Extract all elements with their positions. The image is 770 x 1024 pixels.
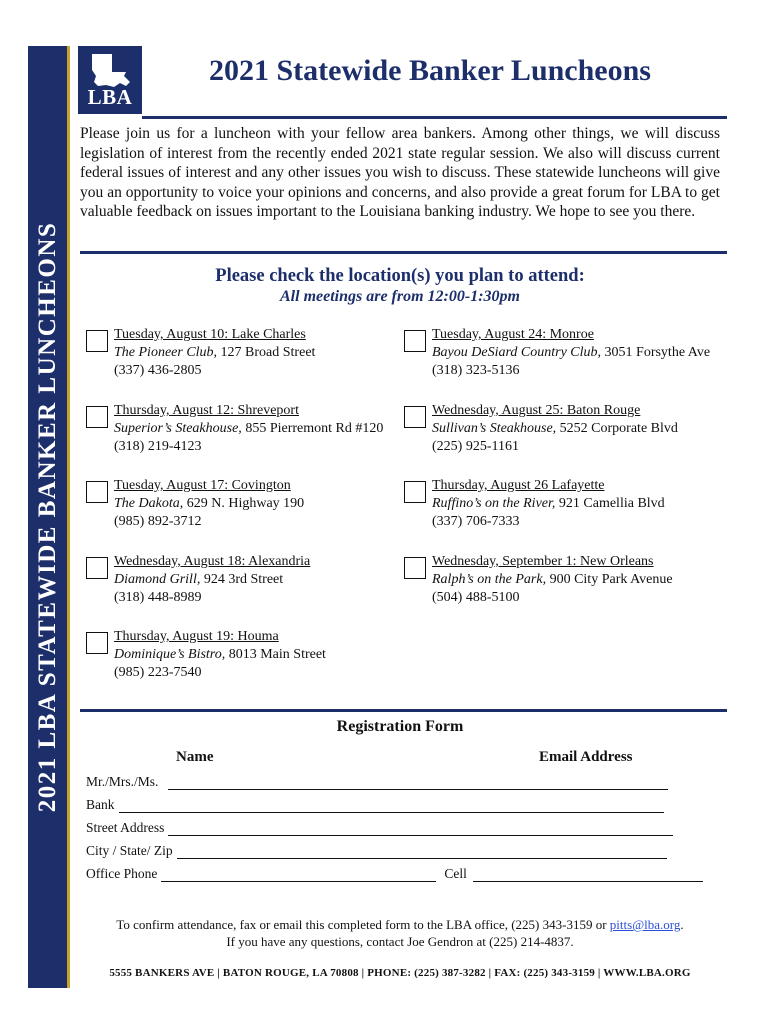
salutation-name-field[interactable] [168,776,668,790]
location-venue: Bayou DeSiard Country Club, [432,345,602,360]
confirm-text: To confirm attendance, fax or email this completed form to the LBA office, (225) 343-3159 or [116,917,610,932]
bank-field[interactable] [119,799,664,813]
location-phone: (985) 223-7540 [114,665,202,680]
salutation-label: Mr./Mrs./Ms. [86,774,159,789]
location-checkbox[interactable] [86,557,108,579]
location-checkbox[interactable] [404,406,426,428]
location-phone: (337) 436-2805 [114,363,202,378]
location-date: Thursday, August 26 Lafayette [432,478,605,493]
location-venue: The Pioneer Club, [114,345,218,360]
confirm-note [80,916,720,950]
cell-label: Cell [444,866,467,881]
location-address: 924 3rd Street [200,572,284,587]
registration-divider [80,709,727,712]
location-date: Wednesday, August 25: Baton Rouge [432,403,641,418]
location-venue: The Dakota [114,496,180,511]
location-checkbox[interactable] [404,481,426,503]
side-banner [28,46,70,988]
location-phone: (504) 488-5100 [432,590,520,605]
city-row [86,843,667,859]
location-date: Tuesday, August 17: Covington [114,478,291,493]
location-checkbox[interactable] [86,330,108,352]
title-divider [142,116,727,119]
locations-subheading: All meetings are from 12:00-1:30pm [280,288,520,305]
side-banner-text: 2021 LBA STATEWIDE BANKER LUNCHEONS [33,221,61,813]
confirm-period: . [680,917,684,932]
lba-logo [78,46,142,114]
intro-divider [80,251,727,254]
location-address: 3051 Forsythe Ave [601,345,711,360]
phone-row [86,866,703,882]
location-date: Wednesday, September 1: New Orleans [432,554,654,569]
footer-address: 5555 BANKERS AVE | BATON ROUGE, LA 70808 | PHONE: (225) 387-3282 | FAX: (225) 343-3159 | WWW.LBA.ORG [109,967,691,979]
location-address: 127 Broad Street [217,345,316,360]
location-date: Wednesday, August 18: Alexandria [114,554,311,569]
location-venue: Dominique’s Bistro, [114,647,226,662]
street-row [86,820,673,836]
location-phone: (318) 448-8989 [114,590,202,605]
office-phone-field[interactable] [161,868,436,882]
location-date: Thursday, August 12: Shreveport [114,403,299,418]
location-date: Tuesday, August 10: Lake Charles [114,327,306,342]
logo-text: LBA [87,85,133,109]
bank-row [86,797,664,813]
location-address: , 629 N. Highway 190 [179,496,305,511]
location-phone: (318) 219-4123 [114,439,202,454]
location-checkbox[interactable] [404,330,426,352]
email-column-header: Email Address [539,749,633,765]
location-checkbox[interactable] [86,632,108,654]
location-checkbox[interactable] [86,406,108,428]
page-title: 2021 Statewide Banker Luncheons [208,54,651,87]
name-column-header: Name [176,749,214,765]
location-address: 8013 Main Street [225,647,326,662]
location-date: Thursday, August 19: Houma [114,629,279,644]
location-address: 855 Pierremont Rd #120 [241,421,384,436]
location-venue: Ralph’s on the Park, [432,572,547,587]
location-venue: Sullivan’s Steakhouse, [432,421,557,436]
location-venue: Superior’s Steakhouse, [114,421,242,436]
location-address: 900 City Park Avenue [546,572,673,587]
location-checkbox[interactable] [86,481,108,503]
office-phone-label: Office Phone [86,866,158,881]
location-address: 921 Camellia Blvd [555,496,665,511]
location-phone: (985) 892-3712 [114,514,202,529]
location-phone: (225) 925-1161 [432,439,519,454]
locations-heading: Please check the location(s) you plan to attend: [215,266,585,286]
email-link[interactable]: pitts@lba.org [609,917,681,932]
bank-label: Bank [86,797,115,812]
intro-paragraph: Please join us for a luncheon with your fellow area bankers. Among other things, we will discuss legislation of interest from the recently ended 2021 state regular session. We also will discuss current federal issues of interest and any other issues you wish to discuss. These statewide luncheons will give you an opportunity to voice your opinions and concerns, and also provide a great forum for LBA to get valuable feedback on issues important to the Louisiana banking industry. We hope to see you there. [80,125,720,220]
location-address: 5252 Corporate Blvd [556,421,678,436]
city-label: City / State/ Zip [86,843,173,858]
contact-text: If you have any questions, contact Joe Gendron at (225) 214-4837. [226,934,574,949]
location-phone: (318) 323-5136 [432,363,520,378]
location-date: Tuesday, August 24: Monroe [432,327,594,342]
cell-field[interactable] [473,868,703,882]
street-address-field[interactable] [168,822,673,836]
location-venue: Ruffino’s on the River, [432,496,556,511]
street-label: Street Address [86,820,165,835]
location-phone: (337) 706-7333 [432,514,520,529]
location-venue: Diamond Grill, [114,572,201,587]
location-checkbox[interactable] [404,557,426,579]
registration-title: Registration Form [336,718,464,735]
salutation-row [86,774,668,790]
city-state-zip-field[interactable] [177,845,667,859]
